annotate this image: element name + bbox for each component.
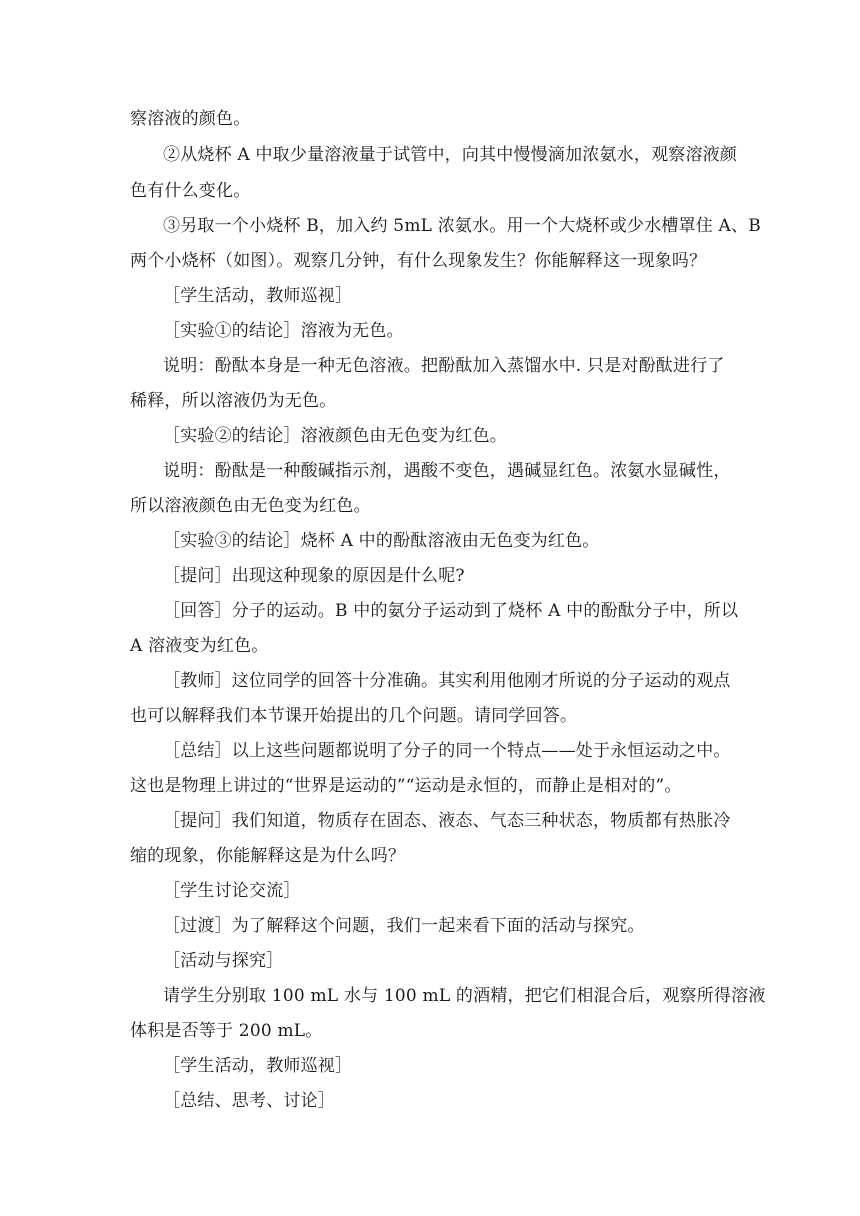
text-line: ②从烧杯 A 中取少量溶液量于试管中，向其中慢慢滴加浓氨水，观察溶液颜 [163, 145, 738, 165]
text-line: A 溶液变为红色。 [130, 636, 269, 656]
text-line: ③另取一个小烧杯 B，加入约 5mL 浓氨水。用一个大烧杯或少水槽罩住 A、B [163, 216, 761, 236]
text-line: 说明：酚酞是一种酸碱指示剂，遇酸不变色，遇碱显红色。浓氨水显碱性， [163, 461, 731, 481]
text-line: 请学生分别取 100 mL 水与 100 mL 的酒精，把它们相混合后，观察所得溶液 [163, 986, 766, 1006]
text-line: 所以溶液颜色由无色变为红色。 [130, 496, 371, 516]
text-line: ［实验③的结论］烧杯 A 中的酚酞溶液由无色变为红色。 [163, 531, 600, 551]
text-line: 色有什么变化。 [130, 181, 251, 201]
text-line: ［提问］我们知道，物质存在固态、液态、气态三种状态，物质都有热胀冷 [163, 811, 731, 831]
text-line: 缩的现象，你能解释这是为什么吗？ [130, 846, 406, 866]
text-line: ［实验②的结论］溶液颜色由无色变为红色。 [163, 426, 507, 446]
text-line: 体积是否等于 200 mL。 [130, 1021, 323, 1041]
text-line: ［提问］出现这种现象的原因是什么呢? [163, 566, 465, 586]
text-line: ［学生活动，教师巡视］ [163, 286, 353, 306]
text-line: 两个小烧杯（如图）。观察几分钟，有什么现象发生？你能解释这一现象吗？ [130, 251, 707, 271]
text-line: ［教师］这位同学的回答十分准确。其实利用他刚才所说的分子运动的观点 [163, 671, 731, 691]
text-line: 说明：酚酞本身是一种无色溶液。把酚酞加入蒸馏水中. 只是对酚酞进行了 [163, 356, 725, 376]
text-line: ［总结、思考、讨论］ [163, 1091, 335, 1111]
text-line: 察溶液的颜色。 [130, 109, 251, 129]
text-line: ［总结］以上这些问题都说明了分子的同一个特点——处于永恒运动之中。 [163, 741, 731, 761]
text-line: ［学生活动，教师巡视］ [163, 1056, 353, 1076]
text-line: ［活动与探究］ [163, 951, 284, 971]
text-line: ［回答］分子的运动。B 中的氨分子运动到了烧杯 A 中的酚酞分子中，所以 [163, 601, 739, 621]
text-line: ［学生讨论交流］ [163, 881, 301, 901]
text-line: 也可以解释我们本节课开始提出的几个问题。请同学回答。 [130, 706, 578, 726]
text-line: ［过渡］为了解释这个问题，我们一起来看下面的活动与探究。 [163, 916, 645, 936]
text-line: ［实验①的结论］溶液为无色。 [163, 321, 404, 341]
text-line: 这也是物理上讲过的“世界是运动的”“运动是永恒的，而静止是相对的”。 [130, 776, 682, 796]
text-line: 稀释，所以溶液仍为无色。 [130, 391, 337, 411]
